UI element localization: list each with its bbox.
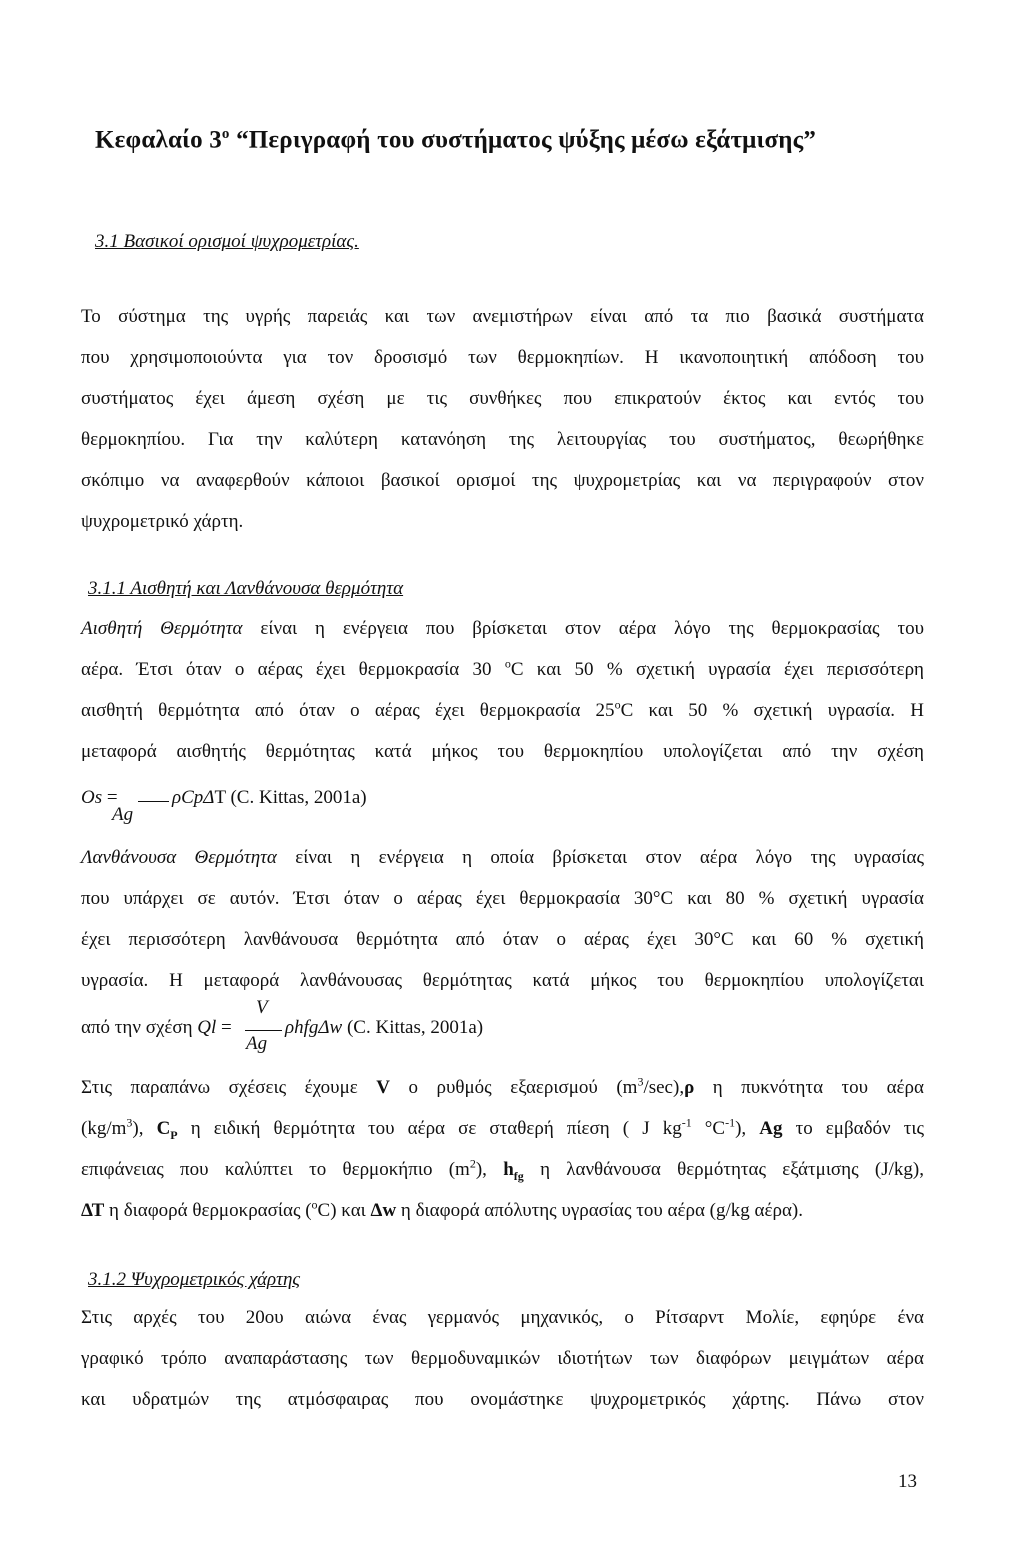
paragraph-intro [81, 296, 924, 542]
term-sensible-heat: Αισθητή Θερμότητα [81, 618, 243, 639]
equation-sensible-heat-rhs: ρCpΔT (C. Kittas, 2001a) [172, 787, 367, 808]
paragraph-psychrometric-chart [81, 1297, 924, 1420]
text-line: έχει περισσότερη λανθάνουσα θερμότητα από όταν ο αέρας έχει 30°C και 60 % σχετική [81, 929, 924, 950]
equation-denominator: Ag [112, 804, 134, 825]
paragraph-latent-heat [81, 837, 924, 1001]
equation-sensible-heat: Os = [81, 787, 118, 808]
text-line: $(kg/m^3)$, $C_P$ η ειδική θερμότητα του αέρα σε σταθερή πίεση ( J $kg^{-1}$ $^\circ C^{-1}$), Ag το εμβαδόν τις [81, 1115, 924, 1142]
equation-latent-heat-rhs: ρhfgΔw (C. Κittas, 2001a) [285, 1017, 484, 1038]
equation-latent-heat: από την σχέση Ql = [81, 1017, 232, 1038]
equation-denominator: Ag [246, 1033, 268, 1054]
section-heading-3-1: 3.1 Βασικοί ορισμοί ψυχρομετρίας. [95, 231, 359, 252]
text-line: συστήματος έχει άμεση σχέση με τις συνθήκες που επικρατούν έκτος και εντός του [81, 388, 924, 409]
term-latent-heat: Λανθάνουσα Θερμότητα [81, 847, 277, 868]
text-line: επιφάνειας που καλύπτει το θερμοκήπιο $(m^2)$, $h_{fg}$ η λανθάνουσα θερμότητας εξάτμισης (J/kg), [81, 1156, 924, 1183]
text-line: μεταφορά αισθητής θερμότητας κατά μήκος του θερμοκηπίου υπολογίζεται από την σχέση [81, 741, 924, 762]
text-line: Στις παραπάνω σχέσεις έχουμε V ο ρυθμός εξαερισμού $(m^3/\sec),\rho$ η πυκνότητα του αέρα [81, 1074, 924, 1098]
text-line: Αισθητή Θερμότητα είναι η ενέργεια που βρίσκεται στον αέρα λόγο της θερμοκρασίας του [81, 618, 924, 639]
text-line: σκόπιμο να αναφερθούν κάποιοι βασικοί ορισμοί της ψυχρομετρίας και να περιγραφούν στον [81, 470, 924, 491]
section-heading-3-1-2: 3.1.2 Ψυχρομετρικός χάρτης [88, 1269, 301, 1290]
text-line: Το σύστημα της υγρής παρειάς και των ανεμιστήρων είναι από τα πιο βασικά συστήματα [81, 306, 924, 327]
section-heading-3-1-1: 3.1.1 Αισθητή και Λανθάνουσα θερμότητα [88, 578, 404, 599]
text-line: ΔΤ η διαφορά θερμοκρασίας ($^o$C) και Δw η διαφορά απόλυτης υγρασίας του αέρα (g/kg αέρα). [81, 1197, 803, 1221]
equation-numerator: V [256, 997, 268, 1018]
chapter-title: Κεφαλαίο $3^o$ “Περιγραφή του συστήματος ψύξης μέσω εξάτμισης” [95, 126, 817, 154]
paragraph-sensible-heat [81, 608, 924, 772]
text-line: Λανθάνουσα Θερμότητα είναι η ενέργεια η οποία βρίσκεται στον αέρα λόγο της υγρασίας [81, 847, 924, 868]
text-line: θερμοκηπίου. Για την καλύτερη κατανόηση της λειτουργίας του συστήματος, θεωρήθηκε [81, 429, 924, 450]
fraction-bar [138, 801, 169, 802]
text-line: ψυχρομετρικό χάρτη. [81, 511, 244, 532]
text-line: Στις αρχές του 20ου αιώνα ένας γερμανός μηχανικός, ο Ρίτσαρντ Μολίε, εφηύρε ένα [81, 1307, 924, 1328]
text-line: υγρασία. Η μεταφορά λανθάνουσας θερμότητας κατά μήκος του θερμοκηπίου υπολογίζεται [81, 970, 924, 991]
paragraph-definitions [81, 1067, 924, 1231]
page-number: 13 [898, 1471, 917, 1492]
text-line: αισθητή θερμότητα από όταν ο αέρας έχει θερμοκρασία $25^oC$ και 50 % σχετική υγρασία. Η [81, 697, 924, 721]
text-line: που υπάρχει σε αυτόν. Έτσι όταν ο αέρας έχει θερμοκρασία 30°C και 80 % σχετική υγρασία [81, 888, 924, 909]
text-line: που χρησιμοποιούντα για τον δροσισμό των θερμοκηπίων. Η ικανοποιητική απόδοση του [81, 347, 924, 368]
text-line: αέρα. Έτσι όταν ο αέρας έχει θερμοκρασία 30 $^o$C και 50 % σχετική υγρασία έχει περισσότερη [81, 656, 924, 680]
fraction-bar [245, 1030, 282, 1031]
text-line: γραφικό τρόπο αναπαράστασης των θερμοδυναμικών ιδιοτήτων των διαφόρων μειγμάτων αέρα [81, 1348, 924, 1369]
text-line: και υδρατμών της ατμόσφαιρας που ονομάστηκε ψυχρομετρικός χάρτης. Πάνω στον [81, 1389, 924, 1410]
